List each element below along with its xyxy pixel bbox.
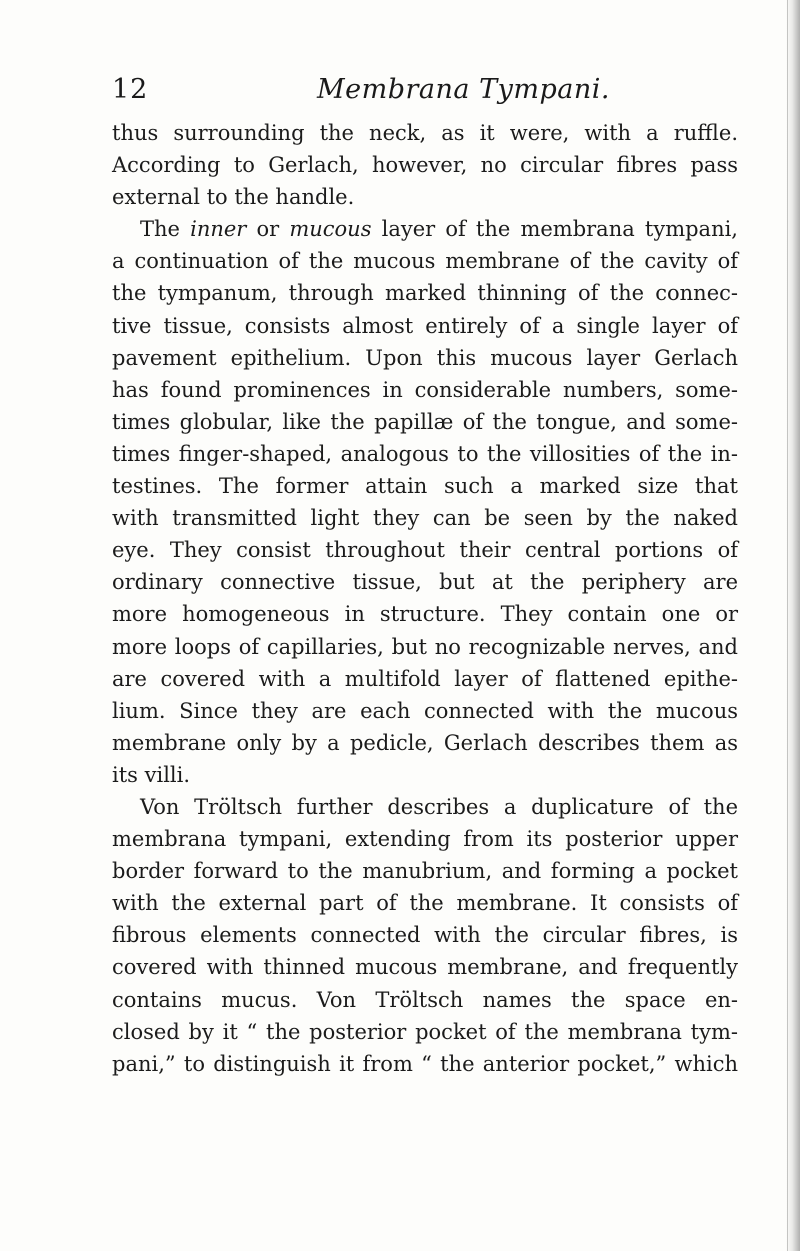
running-head xyxy=(112,74,732,114)
text-line: ordinary connective tissue, but at the periphery are xyxy=(112,570,738,595)
text-line: contains mucus. Von Tröltsch names the space en- xyxy=(112,987,738,1012)
paragraph-3 xyxy=(112,791,738,1080)
text-line: tive tissue, consists almost entirely of a single layer of xyxy=(112,313,738,338)
text-line-first: Von Tröltsch further describes a duplicature of the xyxy=(140,794,738,819)
page-number: 12 xyxy=(112,74,149,105)
paragraph-1 xyxy=(112,117,738,213)
text-line: According to Gerlach, however, no circular fibres pass xyxy=(112,153,738,178)
text-line: times finger-shaped, analogous to the villosities of the in- xyxy=(112,441,738,466)
text-line: covered with thinned mucous membrane, and frequently xyxy=(112,955,738,980)
text-line: times globular, like the papillæ of the tongue, and some- xyxy=(112,409,738,434)
text-run: or xyxy=(246,217,290,242)
page-edge-line xyxy=(787,0,788,1251)
text-line: membrane only by a pedicle, Gerlach describes them as xyxy=(112,730,738,755)
text-line: lium. Since they are each connected with the mucous xyxy=(112,698,738,723)
text-line: has found prominences in considerable numbers, some- xyxy=(112,377,738,402)
text-line: the tympanum, through marked thinning of the connec- xyxy=(112,281,738,306)
text-line: pani,” to distinguish it from “ the anterior pocket,” which xyxy=(112,1051,738,1076)
text-line: eye. They consist throughout their central portions of xyxy=(112,538,738,563)
italic-term-mucous: mucous xyxy=(289,217,372,242)
italic-term-inner: inner xyxy=(190,217,247,242)
text-line: membrana tympani, extending from its posterior upper xyxy=(112,827,738,852)
text-line: more homogeneous in structure. They contain one or xyxy=(112,602,738,627)
text-line: more loops of capillaries, but no recognizable nerves, and xyxy=(112,634,738,659)
text-line: with transmitted light they can be seen by the naked xyxy=(112,506,738,531)
text-line: border forward to the manubrium, and forming a pocket xyxy=(112,859,738,884)
text-line: a continuation of the mucous membrane of the cavity of xyxy=(112,249,738,274)
page-edge-shadow xyxy=(786,0,800,1251)
text-line: fibrous elements connected with the circular fibres, is xyxy=(112,923,738,948)
text-line: are covered with a multifold layer of flattened epithe- xyxy=(112,666,738,691)
text-line: with the external part of the membrane. It consists of xyxy=(112,891,738,916)
text-line: its villi. xyxy=(112,762,191,787)
text-run: layer of the membrana tympani, xyxy=(371,217,738,242)
text-line-first xyxy=(112,213,738,245)
body-text xyxy=(112,117,738,1080)
paragraph-2 xyxy=(112,213,738,791)
text-run: The xyxy=(140,217,191,242)
running-title: Membrana Tympani. xyxy=(317,74,610,105)
text-line: external to the handle. xyxy=(112,185,355,210)
text-line: testines. The former attain such a marked size that xyxy=(112,474,738,499)
text-line: pavement epithelium. Upon this mucous layer Gerlach xyxy=(112,345,738,370)
text-line: thus surrounding the neck, as it were, with a ruffle. xyxy=(112,121,738,145)
text-line: closed by it “ the posterior pocket of the membrana tym- xyxy=(112,1019,738,1044)
